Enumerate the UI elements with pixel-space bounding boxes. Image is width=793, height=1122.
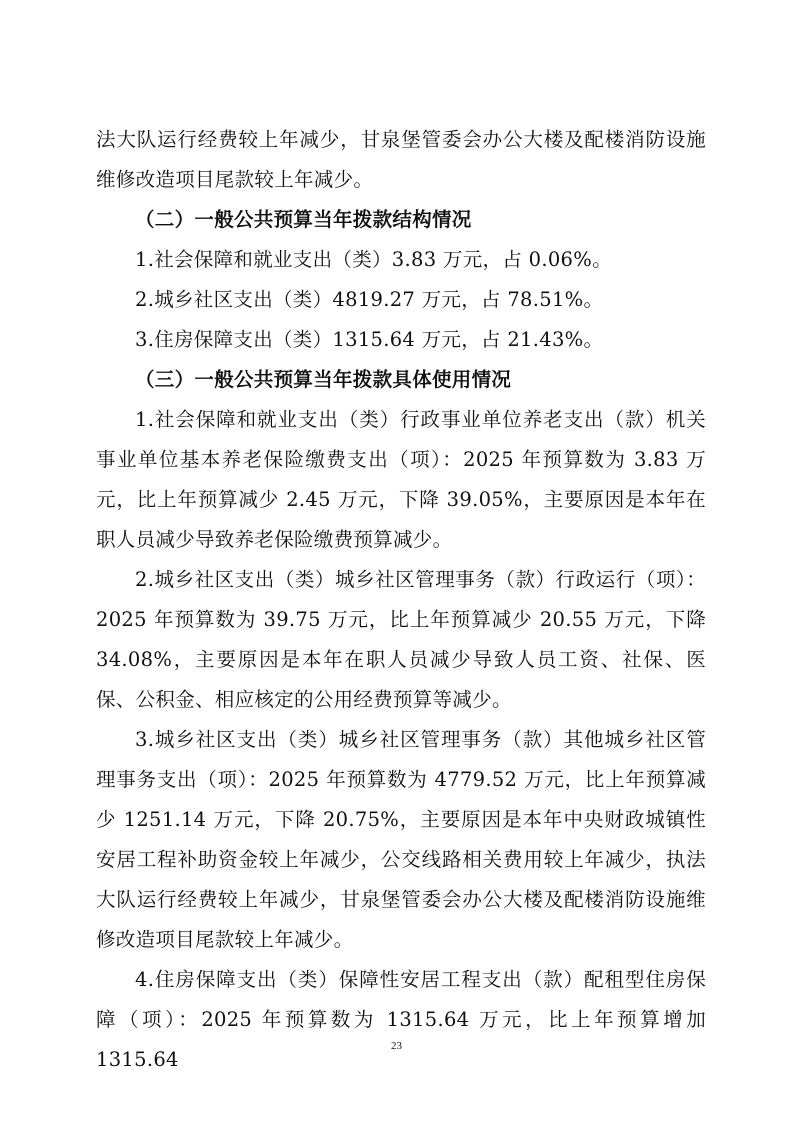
paragraph-usage-item-1: 1.社会保障和就业支出（类）行政事业单位养老支出（款）机关事业单位基本养老保险缴费支出（项）：2025 年预算数为 3.83 万元，比上年预算减少 2.45 万元，下降 39.05%，主要原因是本年在职人员减少导致养老保险缴费预算减少。 xyxy=(96,408,706,551)
paragraph-structure-item-1: 1.社会保障和就业支出（类）3.83 万元，占 0.06%。 xyxy=(135,248,612,271)
document-body xyxy=(96,120,706,1080)
paragraph-continuation: 法大队运行经费较上年减少，甘泉堡管委会办公大楼及配楼消防设施维修改造项目尾款较上年减少。 xyxy=(96,128,706,191)
paragraph-usage-item-4: 4.住房保障支出（类）保障性安居工程支出（款）配租型住房保障（项）：2025 年预算数为 1315.64 万元，比上年预算增加 1315.64 xyxy=(96,968,706,1071)
paragraph-structure-item-3: 3.住房保障支出（类）1315.64 万元，占 21.43%。 xyxy=(135,328,604,351)
paragraph-usage-item-3: 3.城乡社区支出（类）城乡社区管理事务（款）其他城乡社区管理事务支出（项）：2025 年预算数为 4779.52 万元，比上年预算减少 1251.14 万元，下降 20.75%，主要原因是本年中央财政城镇性安居工程补助资金较上年减少，公交线路相关费用较上年减少，执法大队运行经费较上年减少，甘泉堡管委会办公大楼及配楼消防设施维修改造项目尾款较上年减少。 xyxy=(96,728,706,951)
section-heading-usage: （三）一般公共预算当年拨款具体使用情况 xyxy=(135,368,512,391)
paragraph-structure-item-2: 2.城乡社区支出（类）4819.27 万元，占 78.51%。 xyxy=(135,288,604,311)
paragraph-usage-item-2: 2.城乡社区支出（类）城乡社区管理事务（款）行政运行（项）：2025 年预算数为 39.75 万元，比上年预算减少 20.55 万元，下降 34.08%，主要原因是本年在职人员减少导致人员工资、社保、医保、公积金、相应核定的公用经费预算等减少。 xyxy=(96,568,706,711)
page-number: 23 xyxy=(391,1040,402,1052)
section-heading-structure: （二）一般公共预算当年拨款结构情况 xyxy=(135,208,472,231)
